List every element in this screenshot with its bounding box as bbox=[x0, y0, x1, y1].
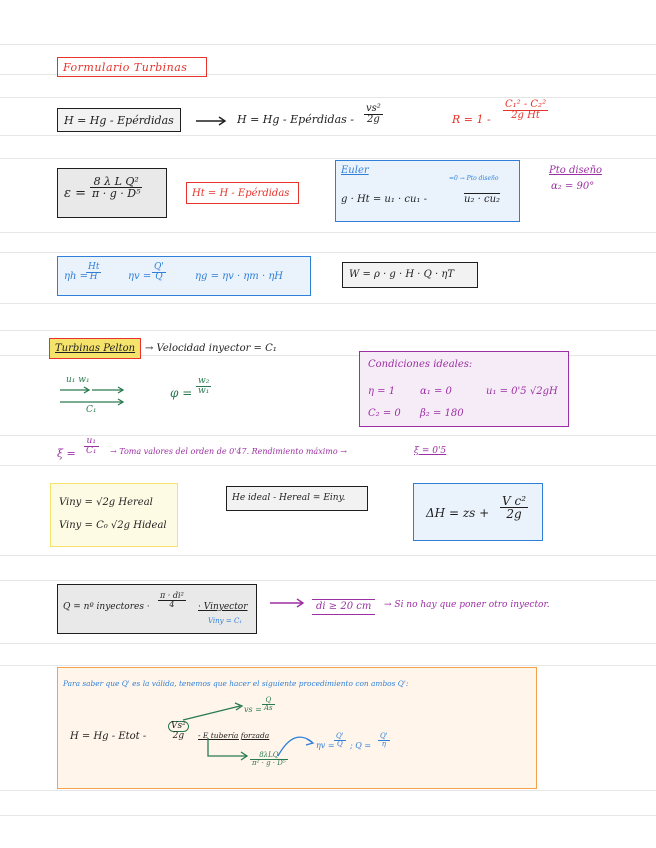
arrow-icon bbox=[270, 598, 306, 608]
procedure-connectors-icon bbox=[178, 698, 328, 768]
phi-fraction: $\frac{\text{w₂}}{\text{w₁}}$ bbox=[198, 376, 210, 396]
arrow-icon bbox=[196, 116, 228, 126]
injector-velocity: → Velocidad inyector = C₁ bbox=[145, 343, 277, 354]
pelton-label-box: Turbinas Pelton bbox=[49, 338, 141, 359]
design-point-value: α₂ = 90° bbox=[551, 181, 595, 192]
xi-lhs: ξ = bbox=[57, 447, 76, 460]
injector-note: → Si no hay que poner otro inyector. bbox=[384, 600, 550, 610]
outlet-velocity-fraction: $\frac{\text{vs²}}{2g}$ bbox=[366, 103, 381, 125]
delta-h-box: ΔH = zs + $\frac{\text{V c²}}{2g}$ bbox=[413, 483, 543, 541]
injector-diameter-condition: di ≥ 20 cm bbox=[312, 599, 375, 615]
ideal-conditions-box: Condiciones ideales: η = 1 α₁ = 0 u₁ = 0'5 √2gH C₂ = 0 β₂ = 180 bbox=[359, 351, 569, 427]
efficiency-r-fraction: $\frac{\text{C₁² - C₂²}}{\text{2g Ht}}$ bbox=[505, 99, 547, 121]
procedure-box: Para saber que Q' es la válida, tenemos que hacer el siguiente procedimiento con ambos Q': H = Hg - Etot - $\frac{\text{Vs²}}{2g}$ - E tubería forzada vs = $\frac{Q}{As}$ 8λLQ π² · g · D⁵ ηv = $\frac{Q'}{Q}$ ; Q = $\frac{Q'}{\eta}$ bbox=[57, 667, 537, 789]
injector-velocity-box: Viny = √2g Hereal Viny = C₀ √2g Hideal bbox=[50, 483, 178, 547]
xi-description: → Toma valores del orden de 0'47. Rendimiento máximo → bbox=[110, 447, 347, 456]
euler-box: Euler =0 → Pto diseño g · Ht = u₁ · cu₁ - u₂ · cu₂ bbox=[335, 160, 520, 222]
ht-box: Ht = H - Epérdidas bbox=[186, 182, 299, 204]
design-point-title: Pto diseño bbox=[549, 165, 603, 176]
loss-coefficient-box: ε = $\frac{\text{8 λ L Q²}}{\text{π · g · D⁵}}$ bbox=[57, 168, 167, 218]
phi-lhs: φ = bbox=[170, 386, 193, 400]
title-box bbox=[57, 57, 207, 77]
xi-fraction: $\frac{\text{u₁}}{\text{C₁}}$ bbox=[86, 436, 97, 456]
gross-head-box: H = Hg - Epérdidas bbox=[57, 108, 181, 132]
velocity-labels-top: u₁ w₁ bbox=[66, 375, 90, 385]
net-head-equation: H = Hg - Epérdidas - bbox=[237, 113, 355, 126]
velocity-label-bottom: C₁ bbox=[86, 405, 97, 415]
page-title: Formulario Turbinas bbox=[63, 61, 188, 74]
head-loss-box: He ideal - Hereal = Einy. bbox=[226, 486, 368, 511]
efficiency-r-lhs: R = 1 - bbox=[452, 113, 491, 126]
efficiencies-box: ηh = $\frac{Ht}{H}$ ηv = $\frac{Q'}{Q}$ ηg = ηv · ηm · ηH bbox=[57, 256, 311, 296]
xi-max-value: ξ = 0'5 bbox=[414, 446, 447, 456]
flow-rate-box: Q = nº inyectores · $\frac{\text{π · di²}}{4}$ · Vinyector Viny = C₁ bbox=[57, 584, 257, 634]
power-box: W = ρ · g · H · Q · ηT bbox=[342, 262, 478, 288]
